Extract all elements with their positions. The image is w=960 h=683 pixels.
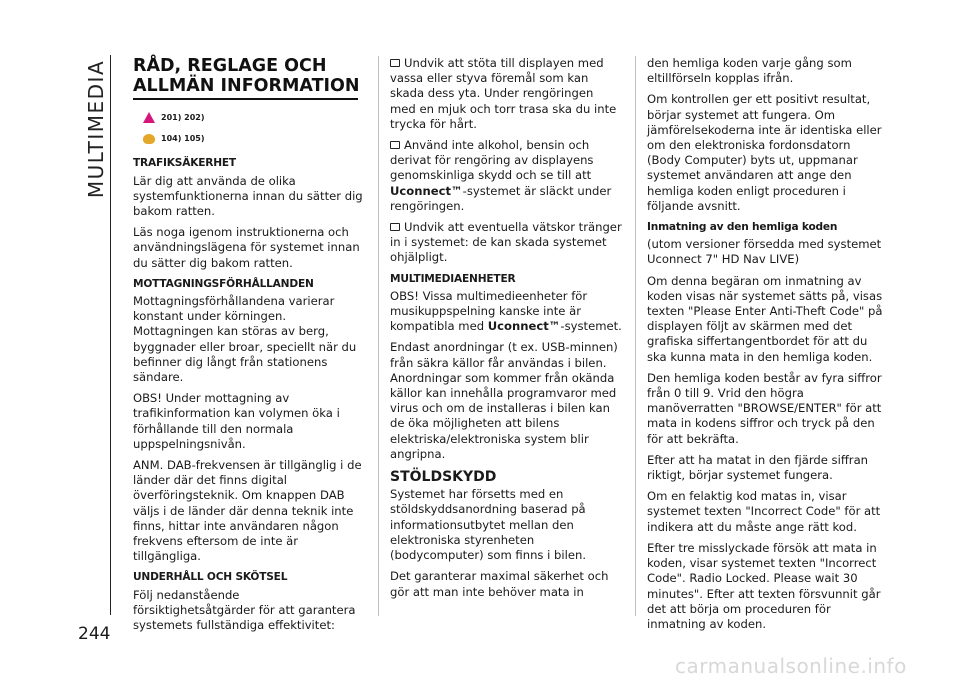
title-rule (133, 98, 358, 100)
bullet-item: Använd inte alkohol, bensin och derivat för rengöring av displayens genomskinliga skydd och se till att Uconnect™-systemet är släckt under rengöringen. (390, 138, 612, 213)
paragraph: ANM. DAB-frekvensen är tillgänglig i de länder där det finns digital överföringsteknik. Om knappen DAB väljs i de länder där denna teknik inte finns, hittar inte användaren någon frekvens eftersom de inte är tillgängliga. (133, 458, 362, 564)
column-1 (133, 56, 365, 639)
paragraph: Följ nedanstående försiktighetsåtgärder för att garantera systemets fullständiga effektivitet: (133, 587, 356, 633)
paragraph: Lär dig att använda de olika systemfunktionerna innan du sätter dig bakom ratten. (133, 173, 363, 219)
paragraph: Efter tre misslyckade försök att mata in koden, visar systemet texten "Incorrect Code". Radio Locked. Please wait 30 minutes". Efter att texten försvunnit går det att börja om proceduren för inmatning av koden. (647, 540, 881, 631)
page-number: 244 (78, 624, 111, 644)
column-3 (647, 56, 883, 638)
paragraph: OBS! Vissa multimedieenheter för musikuppspelning kanske inte är kompatibla med Uconnect™-systemet. (390, 288, 622, 334)
section-title-line1: RÅD, REGLAGE OCH (133, 56, 327, 76)
heading-care: UNDERHÅLL OCH SKÖTSEL (133, 571, 288, 584)
heading-anti-theft: STÖLDSKYDD (390, 469, 497, 486)
paragraph: Den hemliga koden består av fyra siffror från 0 till 9. Vrid den högra manöverratten "BROWSE/ENTER" för att mata in kodens siffror och tryck på den för att bekräfta. (647, 370, 882, 446)
paragraph: OBS! Under mottagning av trafikinformation kan volymen öka i förhållande till den normala uppspelningsnivån. (133, 391, 340, 451)
paragraph: Endast anordningar (t ex. USB-minnen) från säkra källor får användas i bilen. Anordningar som kommer från okända källor kan innehålla programvaror med virus och om de installeras i bilen kan de öka möjligheten att bilens elektriska/elektroniska system blir angripna. (390, 340, 618, 461)
bullet-item: Undvik att stöta till displayen med vassa eller styva föremål som kan skada dess yta. Under rengöringen med en mjuk och torr trasa ska du inte trycka för hårt. (390, 56, 617, 131)
column-divider (378, 56, 379, 616)
warning-triangle-icon (143, 112, 155, 123)
heading-secret-code: Inmatning av den hemliga koden (647, 221, 838, 234)
column-2 (390, 56, 622, 606)
paragraph: Om kontrollen ger ett positivt resultat, börjar systemet att fungera. Om jämförelsekoderna inte är identiska eller om den elektroniska fordonsdatorn (Body Computer) byts ut, uppmanar systemet användaren att ange den hemliga koden enligt proceduren i följande avsnitt. (647, 92, 882, 213)
warning-refs-1: 201) 202) (161, 113, 205, 122)
warning-refs-row-1 (143, 110, 365, 125)
heading-media-devices: MULTIMEDIAENHETER (390, 272, 516, 285)
paragraph: (utom versioner försedda med systemet Uconnect 7" HD Nav LIVE) (647, 237, 882, 267)
paragraph: Läs noga igenom instruktionerna och användningslägena för systemet innan du sätter dig bakom ratten. (133, 225, 360, 270)
paragraph: Systemet har försetts med en stöldskyddsanordning baserad på informationsutbytet mellan den elektroniska styrenheten (bodycomputer) som finns i bilen. (390, 487, 587, 563)
bullet-item: Undvik att eventuella vätskor tränger in i systemet: de kan skada systemet ohjälpligt. (390, 220, 622, 265)
column-divider (635, 56, 636, 616)
bullet-icon (390, 141, 400, 149)
section-side-title: MULTIMEDIA (84, 59, 108, 199)
paragraph: Mottagningsförhållandena varierar konstant under körningen. Mottagningen kan störas av berg, byggnader eller broar, speciellt när du befinner dig långt från stationens sändare. (133, 294, 357, 385)
paragraph: Om en felaktig kod matas in, visar systemet texten "Incorrect Code" för att indikera att du måste ange rätt kod. (647, 489, 881, 534)
warning-refs-2: 104) 105) (161, 134, 205, 144)
side-divider (110, 55, 111, 615)
paragraph: Om denna begäran om inmatning av koden visas när systemet sätts på, visas texten "Please Enter Anti-Theft Code" på displayen följt av skärmen med det grafiska siffertangentbordet för att du ska kunna mata in den hemliga koden. (647, 273, 883, 364)
warning-refs-row-2 (143, 131, 365, 146)
bullet-icon (390, 59, 400, 67)
caution-icon (143, 134, 155, 144)
paragraph: den hemliga koden varje gång som eltillförseln kopplas ifrån. (647, 56, 852, 86)
watermark: carmanualsonline.info (675, 654, 907, 678)
heading-traffic-safety: TRAFIKSÄKERHET (133, 157, 236, 170)
paragraph: Efter att ha matat in den fjärde siffran riktigt, börjar systemet fungera. (647, 452, 869, 483)
section-title-line2: ALLMÄN INFORMATION (133, 76, 360, 96)
paragraph: Det garanterar maximal säkerhet och gör att man inte behöver mata in (390, 569, 609, 599)
bullet-icon (390, 223, 400, 231)
heading-reception: MOTTAGNINGSFÖRHÅLLANDEN (133, 277, 314, 290)
